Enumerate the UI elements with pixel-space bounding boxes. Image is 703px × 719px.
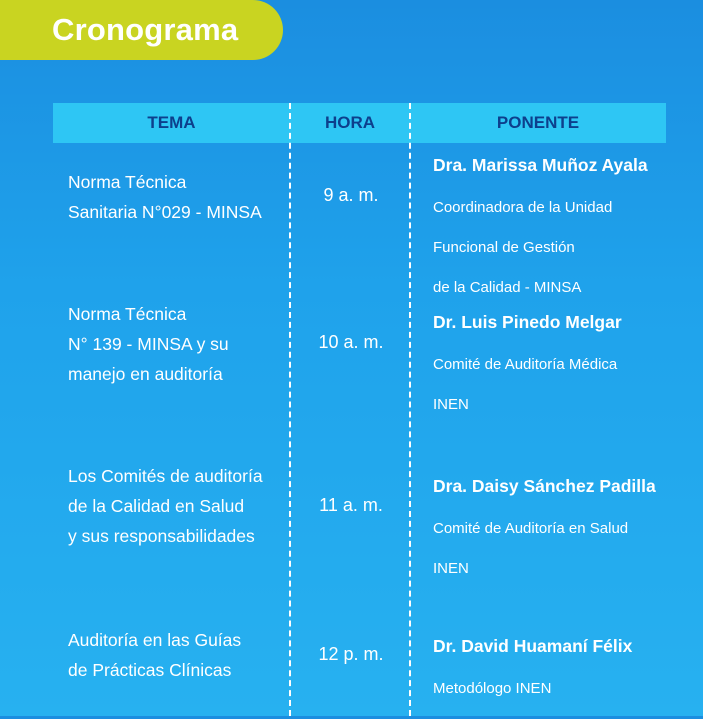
column-header-ponente: PONENTE xyxy=(496,113,580,132)
column-divider-left xyxy=(289,103,291,716)
row-1-ponente xyxy=(433,152,695,318)
column-header-tema: TEMA xyxy=(147,113,196,132)
row-3-hora: 11 a. m. xyxy=(319,495,383,515)
row-4-tema: Auditoría en las Guías de Prácticas Clínicas xyxy=(68,630,242,680)
row-1-tema: Norma Técnica Sanitaria N°029 - MINSA xyxy=(68,172,262,222)
speaker-role: Metodólogo INEN xyxy=(433,680,552,697)
row-2-ponente xyxy=(433,309,695,435)
speaker-name: Dr. David Huamaní Félix xyxy=(433,636,633,656)
speaker-role: Coordinadora de la Unidad Funcional de Gestión de la Calidad - MINSA xyxy=(433,199,613,296)
page-title: Cronograma xyxy=(52,12,239,47)
row-2-tema: Norma Técnica N° 139 - MINSA y su manejo en auditoría xyxy=(68,304,229,384)
row-4-ponente xyxy=(433,633,695,719)
row-2-hora: 10 a. m. xyxy=(318,332,384,352)
speaker-name: Dr. Luis Pinedo Melgar xyxy=(433,312,622,332)
row-4-hora: 12 p. m. xyxy=(318,644,384,664)
speaker-name: Dra. Marissa Muñoz Ayala xyxy=(433,155,648,175)
row-1-hora: 9 a. m. xyxy=(323,185,379,205)
row-3-ponente xyxy=(433,473,695,599)
title-banner xyxy=(0,0,283,60)
speaker-role: Comité de Auditoría Médica INEN xyxy=(433,356,618,413)
row-3-tema: Los Comités de auditoría de la Calidad en Salud y sus responsabilidades xyxy=(68,466,263,546)
speaker-name: Dra. Daisy Sánchez Padilla xyxy=(433,476,656,496)
column-header-hora: HORA xyxy=(324,113,376,132)
speaker-role: Comité de Auditoría en Salud INEN xyxy=(433,520,629,577)
